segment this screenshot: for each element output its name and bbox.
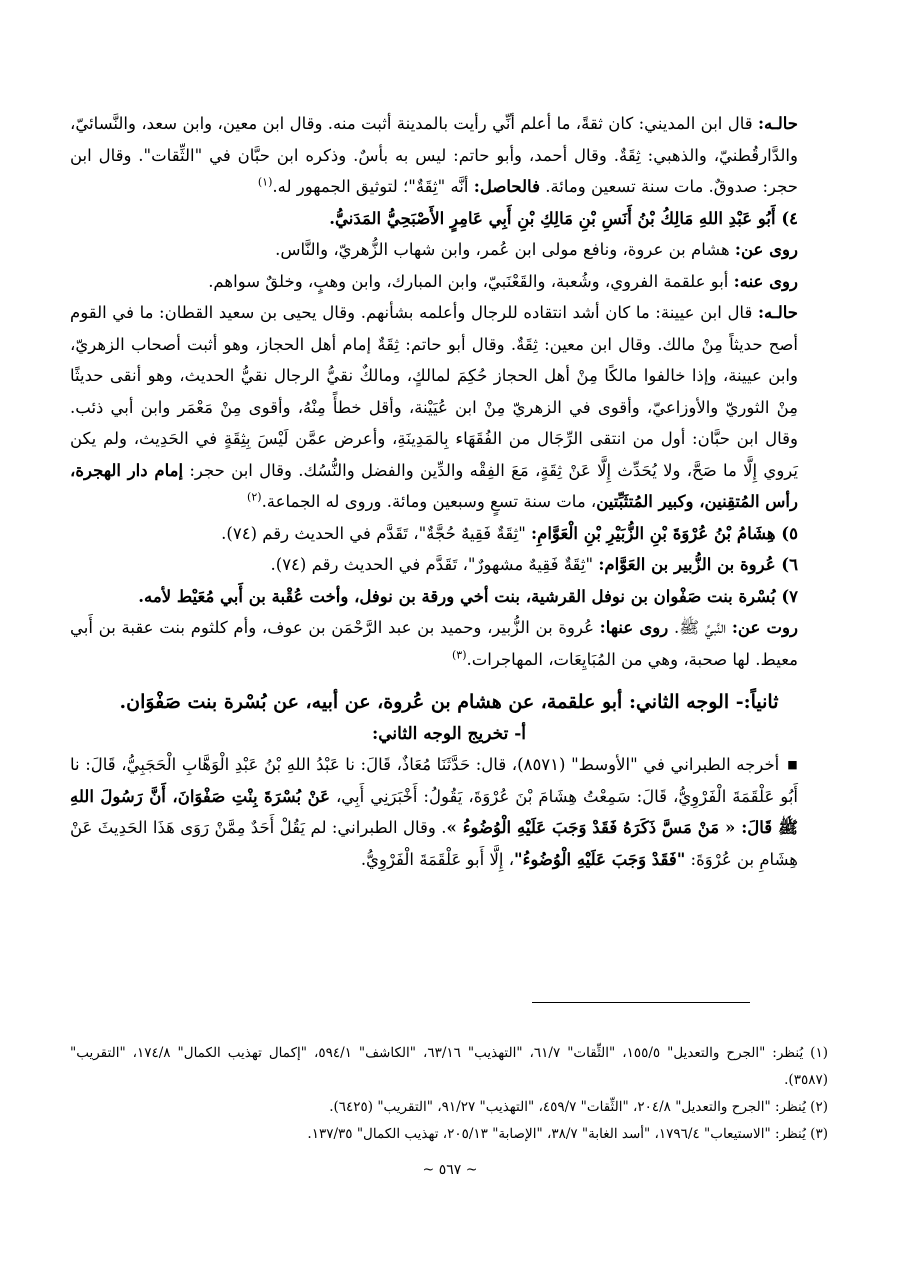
footnote-divider — [532, 1002, 750, 1003]
footnote-ref: (٣) — [451, 648, 467, 661]
conclusion-label: فالحاصل: — [473, 177, 540, 196]
hadith-text: عَنْ بُسْرَةَ بِنْتِ صَفْوَانَ، أَنَّ رَسُولَ اللهِ ﷺ قَالَ: « مَنْ مَسَّ ذَكَرَهُ فَقَدْ وَجَبَ عَلَيْهِ الْوُضُوءُ » — [70, 786, 799, 837]
narrated-from-label: روى عن: — [734, 240, 798, 259]
page-number: ~ ٥٦٧ ~ — [422, 1162, 478, 1178]
subsection-title: أ- تخريج الوجه الثاني: — [371, 724, 527, 744]
status-label: حالـه: — [757, 303, 798, 322]
footnote: (١) يُنظر: "الجرح والتعديل" ١٥٥/٥، "الثِّقات" ٦١/٧، "التهذيب" ٦٣/١٦، "الكاشف" ٥٩٤/١، "إكمال تهذيب الكمال" ١٧٤/٨، "التقريب" (٣٥٨٧). — [70, 1045, 828, 1088]
narrator-entry — [70, 549, 828, 581]
narrated-from-label: روت عن: — [731, 618, 798, 637]
narrator-heading: ٧) بُسْرة بنت صَفْوان بن نوفل القرشية، بنت أخي ورقة بن نوفل، وأخت عُقْبة بن أَبي مُعَيْط لأمه. — [138, 586, 798, 606]
page-body — [70, 108, 828, 875]
status-text-end: ، مات سنة تسعٍ وسبعين ومائة. وروى له الجماعة. — [261, 492, 597, 511]
extraction-text: أخرجه الطبراني في "الأوسط" (٨٥٧١)، قال: حَدَّثَنَا مُعَاذٌ، قَالَ: نا عَبْدُ اللهِ بْنُ عَبْدِ الْوَهَّابِ الْحَجَبِيُّ، قَالَ: نا أَبُو عَلْقَمَةَ الْفَرْوِيُّ، قَالَ: سَمِعْتُ هِشَامَ بْنَ عُرْوَةَ، يَقُولُ: أَخْبَرَنِي أَبِي، — [70, 755, 798, 806]
status-text: قال ابن المديني: كان ثقةً، ما أعلم أنِّي رأيت بالمدينة أثبت منه. وقال ابن معين، وابن سعد، والنَّسائيّ، والدَّارقُطنيّ، والذهبي: ثِقَةٌ. وقال أحمد، وأبو حاتم: ليس به بأسٌ. وذكره ابن حبَّان في "الثِّقات". وقال ابن حجر: صدوقٌ. مات سنة تسعين ومائة. — [70, 114, 798, 196]
narrator-heading: ٦) عُروة بن الزُّبير بن العَوَّام: — [598, 555, 798, 574]
status-label: حالـه: — [757, 114, 798, 133]
narrated-by-text: أبو علقمة الفروي، وشُعبة، والقَعْنَبيّ، وابن المبارك، وابن وهبٍ، وخلقٌ سواهم. — [208, 271, 734, 291]
narrated-by-label: روى عنها: — [599, 618, 669, 637]
section-title — [70, 685, 828, 719]
footnotes — [70, 1040, 828, 1148]
narrated-from-paragraph — [70, 234, 828, 266]
status-text: قال ابن عيينة: ما كان أشد انتقاده للرجال وأعلمه بشأنهم. وقال يحيى بن سعيد القطان: ما في القوم أصح حديثاً مِنْ مالك. وقال ابن معين: ثِقَةٌ. وقال أبو حاتم: ثِقَةٌ إمام أهل الحجاز، وهو أثبت أصحاب الزهريّ، وابن عيينة، وإذا خالفوا مالكًا مِنْ أهل الحجاز حُكِمَ لمالكٍ، ومالكٌ نقيُّ الرجال نقيُّ الحديث، وهو أنقى حديثًا مِنْ الثوريّ والأوزاعيّ، وأقوى في الزهريّ مِنْ ابن عُيَيْنة، وأقل خطأً مِنْهُ، وأقوى مِنْ مَعْمَر وابن أبي ذئب. وقال ابن حبَّان: أول من انتقى الرِّجَال من الفُقَهَاء بِالمَدِينَةِ، وأعرض عمَّن لَيْسَ بِثِقَةٍ في الحَدِيث، ولم يكن يَروي إِلَّا ما صَحَّ، ولا يُحَدِّث إِلَّا عَنْ ثِقَةٍ، مَعَ الفِقْه والدِّين والفضل والنُّسُك. وقال ابن حجر: — [70, 303, 798, 480]
narrator-entry — [70, 518, 828, 550]
hadith-phrase: "فَقَدْ وَجَبَ عَلَيْهِ الْوُضُوءُ" — [514, 849, 686, 869]
footnote: (٣) يُنظر: "الاستيعاب" ١٧٩٦/٤، "أسد الغابة" ٣٨/٧، "الإصابة" ٢٠٥/١٣، تهذيب الكمال" ١٣٧/٣٥. — [307, 1126, 828, 1142]
narrator-entry-text: "ثِقَةٌ فَقِيهٌ حُجَّةٌ"، تَقَدَّم في الحديث رقم (٧٤). — [221, 523, 532, 543]
narrated-by-label: روى عنه: — [733, 271, 798, 291]
narrated-by-text: عُروة بن الزُّبير، وحميد بن عبد الرَّحْمَن بن عوف، وأم كلثوم بنت عقبة بن أَبي معيط. لها صحبة، وهي من المُبَايِعَات، المهاجرات. — [70, 618, 798, 669]
narrated-from-text: هشام بن عروة، ونافع مولى ابن عُمر، وابن شهاب الزُّهريّ، والنَّاس. — [275, 240, 735, 259]
section-title-rest: : أبو علقمة، عن هشام بن عُروة، عن أبيه، عن بُسْرة بنت صَفْوَان. — [119, 691, 636, 713]
footnote: (٢) يُنظر: "الجرح والتعديل" ٢٠٤/٨، "الثِّقات" ٤٥٩/٧، "التهذيب" ٩١/٢٧، "التقريب" (٦٤٢٥). — [329, 1099, 828, 1115]
narrator-entry-text: "ثِقَةٌ فَقِيهٌ مشهورٌ"، تَقَدَّم في الحديث رقم (٧٤). — [270, 555, 599, 574]
hadith-extraction-paragraph — [70, 749, 828, 875]
footnote-ref: (٢) — [247, 490, 262, 504]
footnote-ref: (١) — [257, 175, 273, 189]
narrated-by-paragraph — [70, 266, 828, 298]
extraction-comment: . وقال الطبراني: لم يَقُلْ أَحَدٌ مِمَّنْ رَوَى هَذَا الحَدِيثَ عَنْ هِشَامِ بن عُرْوَةَ: — [70, 818, 798, 869]
extraction-comment-end: ، إِلَّا أَبو عَلْقَمَةَ الْفَرْوِيُّ. — [360, 849, 515, 869]
conclusion-text: أنَّه "ثِقَةٌ"؛ لتوثيق الجمهور له. — [272, 177, 474, 196]
narrated-from-text: النَّبيِّ ﷺ. — [668, 618, 732, 637]
section-title-lead: ثانياً:- الوجه الثاني — [635, 691, 779, 713]
status-bold-text: إمام دار الهجرة، رأس المُتقِنين، وكبير المُتثَبِّتين — [70, 460, 798, 511]
narrator-status-paragraph — [70, 108, 828, 203]
narrator-heading: ٤) أَبُو عَبْدِ اللهِ مَالِكُ بْنُ أَنَسِ بْنِ مَالِكِ بْنِ أَبِي عَامِرٍ الأَصْبَحِيُّ المَدَنيُّ. — [329, 208, 798, 228]
narrator-heading: ٥) هِشَامُ بْنُ عُرْوَةَ بْنِ الزُّبَيْرِ بْنِ الْعَوَّامِ: — [531, 523, 798, 543]
narrated-from-paragraph — [70, 612, 828, 675]
narrator-status-paragraph — [70, 297, 828, 518]
